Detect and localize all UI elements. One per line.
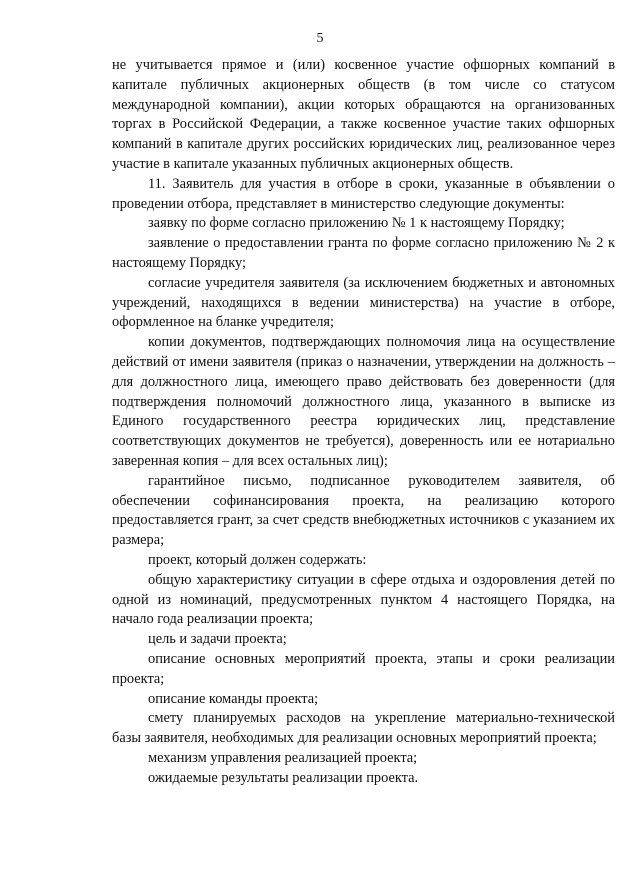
paragraph-activities: описание основных мероприятий проекта, этапы и сроки реализации проекта; [112, 650, 615, 687]
paragraph-grant-statement: заявление о предоставлении гранта по форме согласно приложению № 2 к настоящему Порядку; [112, 235, 615, 271]
paragraph-application: заявку по форме согласно приложению № 1 к настоящему Порядку; [148, 215, 565, 232]
paragraph-budget: смету планируемых расходов на укрепление материально-технической базы заявителя, необходимых для реализации основных мероприятий проекта; [112, 710, 615, 747]
paragraph-guarantee-letter: гарантийное письмо, подписанное руководителем заявителя, об обеспечении софинансирования проекта, на реализацию которого предоставляется грант, за счет средств внебюджетных источников с указанием их размера; [112, 472, 615, 549]
paragraph-team: описание команды проекта; [148, 690, 319, 707]
page-number: 5 [316, 31, 324, 46]
paragraph-project-contents: проект, который должен содержать: [148, 551, 367, 568]
paragraph-item-11: 11. Заявитель для участия в отборе в сроки, указанные в объявлении о проведении отбора, представляет в министерство следующие документы: [112, 175, 615, 212]
paragraph-founder-consent: согласие учредителя заявителя (за исключением бюджетных и автономных учреждений, находящихся в ведении министерства) на участие в отборе, оформленное на бланке учредителя; [112, 274, 615, 331]
paragraph-offshore-continuation: не учитывается прямое и (или) косвенное участие офшорных компаний в капитале публичных акционерных обществ (в том числе со статусом международной компании), акции которых обращаются на организованных торгах в Российской Федерации, а также косвенное участие таких офшорных компаний в капитале других российских юридических лиц, реализованное через участие в капитале указанных публичных акционерных обществ. [112, 57, 615, 172]
paragraph-management: механизм управления реализацией проекта; [148, 749, 418, 766]
paragraph-expected-results: ожидаемые результаты реализации проекта. [148, 769, 419, 786]
paragraph-goals: цель и задачи проекта; [148, 631, 287, 648]
document-body [112, 56, 615, 788]
paragraph-general-characteristics: общую характеристику ситуации в сфере отдыха и оздоровления детей по одной из номинаций, предусмотренных пунктом 4 настоящего Порядка, на начало года реализации проекта; [112, 571, 615, 628]
paragraph-authority-documents: копии документов, подтверждающих полномочия лица на осуществление действий от имени заявителя (приказ о назначении, утверждении на должность – для должностного лица, имеющего право действовать без доверенности (для подтверждения полномочий должностного лица, указанного в выписке из Единого государственного реестра юридических лиц, представление соответствующих документов не требуется), доверенность или ее нотариально заверенная копия – для всех остальных лиц); [112, 334, 615, 469]
